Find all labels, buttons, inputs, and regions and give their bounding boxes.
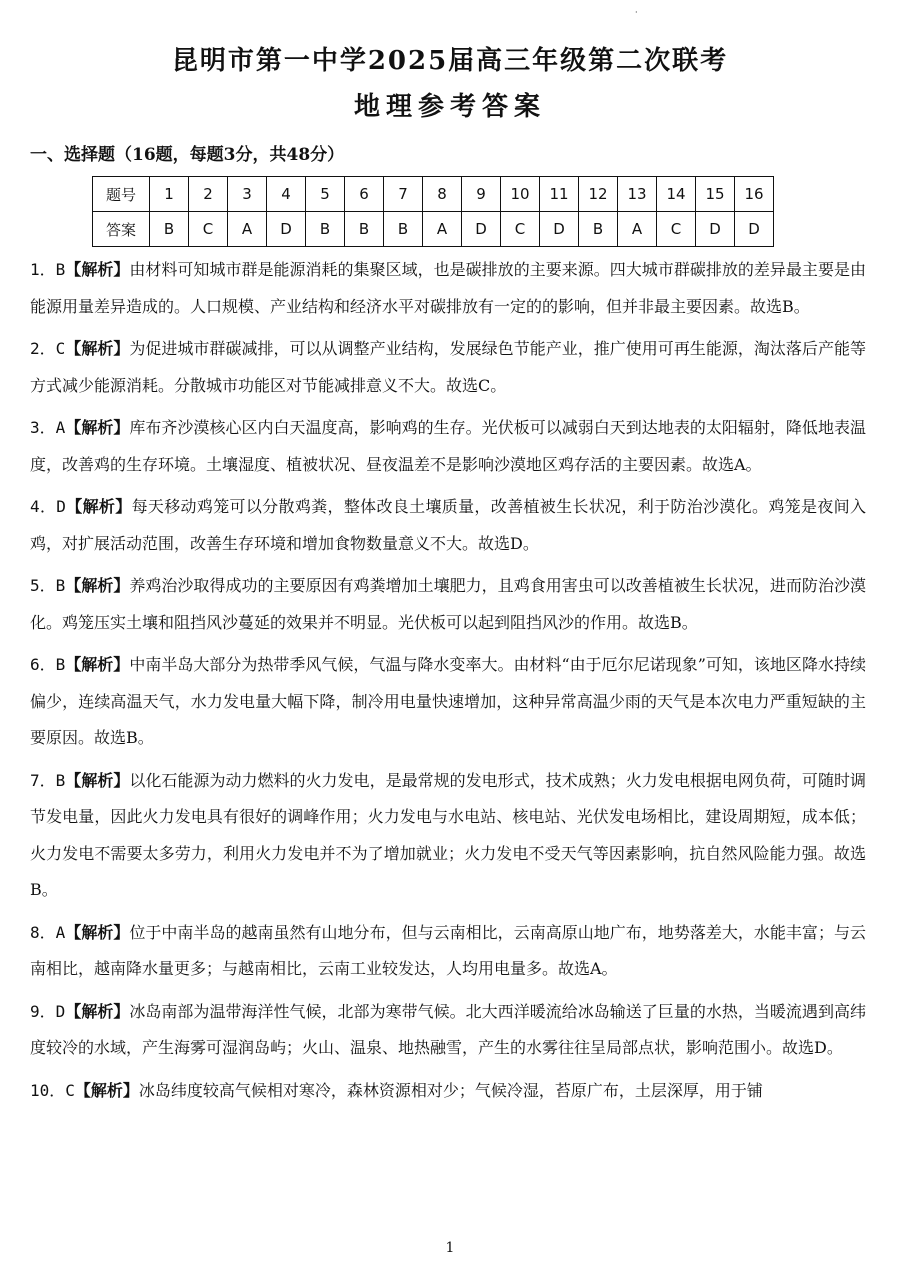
explanation-text: 以化石能源为动力燃料的火力发电，是最常规的发电形式，技术成熟；火力发电根据电网负荷，可随时调节发电量，因此火力发电具有很好的调峰作用；火力发电与水电站、核电站、光伏发电场相比，建设周期短，成本低；火力发电不需要太多劳力，利用火力发电并不为了增加就业；火力发电不受天气等因素影响，抗自然风险能力强。故选B。 bbox=[30, 770, 866, 899]
explanation-item bbox=[30, 647, 866, 757]
answer-table-number-row bbox=[93, 177, 774, 212]
answer-cell: C bbox=[189, 212, 228, 247]
question-number-cell: 16 bbox=[735, 177, 774, 212]
question-label: 8．A bbox=[30, 922, 66, 942]
question-label: 5．B bbox=[30, 576, 66, 595]
answer-table bbox=[92, 176, 774, 247]
answer-cell: D bbox=[267, 212, 306, 247]
explanation-text: 冰岛南部为温带海洋性气候，北部为寒带气候。北大西洋暖流给冰岛输送了巨量的水热，当暖流遇到高纬度较冷的水域，产生海雾可湿润岛屿；火山、温泉、地热融雪，产生的水雾往往呈局部点状，影响范围小。故选D。 bbox=[30, 1001, 866, 1057]
question-number-cell: 12 bbox=[579, 177, 618, 212]
question-number-cell: 6 bbox=[345, 177, 384, 212]
explanation-text: 库布齐沙漠核心区内白天温度高，影响鸡的生存。光伏板可以减弱白天到达地表的太阳辐射，降低地表温度，改善鸡的生存环境。土壤湿度、植被状况、昼夜温差不是影响沙漠地区鸡存活的主要因素。故选A。 bbox=[30, 418, 866, 474]
question-label: 7．B bbox=[30, 770, 66, 790]
answer-cell: D bbox=[462, 212, 501, 247]
question-number-cell: 8 bbox=[423, 177, 462, 212]
explanation-item bbox=[30, 763, 866, 909]
speck: · bbox=[635, 8, 638, 17]
question-number-cell: 14 bbox=[657, 177, 696, 212]
explanation-item bbox=[30, 410, 866, 483]
question-number-cell: 5 bbox=[306, 177, 345, 212]
explanation-text: 养鸡治沙取得成功的主要原因有鸡粪增加土壤肥力，且鸡食用害虫可以改善植被生长状况，进而防治沙漠化。鸡笼压实土壤和阻挡风沙蔓延的效果并不明显。光伏板可以起到阻挡风沙的作用。故选B。 bbox=[30, 576, 866, 632]
analysis-tag: 【解析】 bbox=[65, 497, 132, 516]
answer-cell: B bbox=[150, 212, 189, 247]
row-label-answer: 答案 bbox=[93, 212, 150, 247]
question-number-cell: 4 bbox=[267, 177, 306, 212]
exam-title: 昆明市第一中学2025届高三年级第二次联考 bbox=[171, 46, 729, 76]
answer-cell: A bbox=[423, 212, 462, 247]
question-number-cell: 2 bbox=[189, 177, 228, 212]
page-number: 1 bbox=[445, 1240, 455, 1256]
question-number-cell: 3 bbox=[228, 177, 267, 212]
explanation-text: 中南半岛大部分为热带季风气候，气温与降水变率大。由材料“由于厄尔尼诺现象”可知，该地区降水持续偏少，连续高温天气，水力发电量大幅下降，制冷用电量快速增加，这种异常高温少雨的天气是本次电力严重短缺的主要原因。故选B。 bbox=[30, 655, 866, 747]
question-number-cell: 15 bbox=[696, 177, 735, 212]
explanation-text: 由材料可知城市群是能源消耗的集聚区域，也是碳排放的主要来源。四大城市群碳排放的差异最主要是由能源用量差异造成的。人口规模、产业结构和经济水平对碳排放有一定的的影响，但并非最主要因素。故选B。 bbox=[30, 260, 866, 316]
answer-cell: A bbox=[228, 212, 267, 247]
row-label-number: 题号 bbox=[93, 177, 150, 212]
analysis-tag: 【解析】 bbox=[65, 922, 130, 942]
answer-cell: C bbox=[501, 212, 540, 247]
answer-cell: A bbox=[618, 212, 657, 247]
question-label: 3．A bbox=[30, 418, 66, 437]
explanation-list bbox=[30, 252, 866, 1115]
question-label: 10．C bbox=[30, 1080, 75, 1100]
exam-subtitle: 地理参考答案 bbox=[353, 92, 546, 122]
answer-cell: B bbox=[384, 212, 423, 247]
question-number-cell: 9 bbox=[462, 177, 501, 212]
question-number-cell: 7 bbox=[384, 177, 423, 212]
question-number-cell: 11 bbox=[540, 177, 579, 212]
explanation-item bbox=[30, 1073, 866, 1110]
answer-cell: B bbox=[345, 212, 384, 247]
explanation-text: 位于中南半岛的越南虽然有山地分布，但与云南相比，云南高原山地广布，地势落差大，水能丰富；与云南相比，越南降水量更多；与越南相比，云南工业较发达，人均用电量多。故选A。 bbox=[30, 922, 866, 978]
analysis-tag: 【解析】 bbox=[65, 339, 130, 358]
explanation-item bbox=[30, 915, 866, 988]
question-label: 6．B bbox=[30, 655, 66, 674]
explanation-item bbox=[30, 994, 866, 1067]
explanation-text: 每天移动鸡笼可以分散鸡粪，整体改良土壤质量，改善植被生长状况，利于防治沙漠化。鸡笼是夜间入鸡，对扩展活动范围，改善生存环境和增加食物数量意义不大。故选D。 bbox=[30, 497, 866, 553]
analysis-tag: 【解析】 bbox=[65, 260, 130, 279]
question-label: 2．C bbox=[30, 339, 66, 358]
section-heading: 一、选择题（16题，每题3分，共48分） bbox=[30, 145, 345, 165]
answer-table-answer-row bbox=[93, 212, 774, 247]
analysis-tag: 【解析】 bbox=[65, 1001, 130, 1021]
explanation-item bbox=[30, 331, 866, 404]
analysis-tag: 【解析】 bbox=[65, 576, 130, 595]
question-number-cell: 1 bbox=[150, 177, 189, 212]
answer-cell: D bbox=[540, 212, 579, 247]
analysis-tag: 【解析】 bbox=[65, 770, 130, 790]
question-number-cell: 10 bbox=[501, 177, 540, 212]
analysis-tag: 【解析】 bbox=[65, 655, 130, 674]
question-label: 9．D bbox=[30, 1001, 66, 1021]
analysis-tag: 【解析】 bbox=[74, 1080, 139, 1100]
explanation-item bbox=[30, 489, 866, 562]
answer-cell: D bbox=[735, 212, 774, 247]
question-label: 1．B bbox=[30, 260, 66, 279]
analysis-tag: 【解析】 bbox=[65, 418, 130, 437]
question-label: 4．D bbox=[30, 497, 66, 516]
question-number-cell: 13 bbox=[618, 177, 657, 212]
answer-cell: B bbox=[579, 212, 618, 247]
answer-cell: D bbox=[696, 212, 735, 247]
explanation-item bbox=[30, 568, 866, 641]
explanation-text: 为促进城市群碳减排，可以从调整产业结构，发展绿色节能产业，推广使用可再生能源，淘汰落后产能等方式减少能源消耗。分散城市功能区对节能减排意义不大。故选C。 bbox=[30, 339, 866, 395]
explanation-text: 冰岛纬度较高气候相对寒冷，森林资源相对少；气候冷湿，苔原广布，土层深厚，用于铺 bbox=[138, 1080, 763, 1100]
explanation-item bbox=[30, 252, 866, 325]
answer-cell: B bbox=[306, 212, 345, 247]
answer-cell: C bbox=[657, 212, 696, 247]
